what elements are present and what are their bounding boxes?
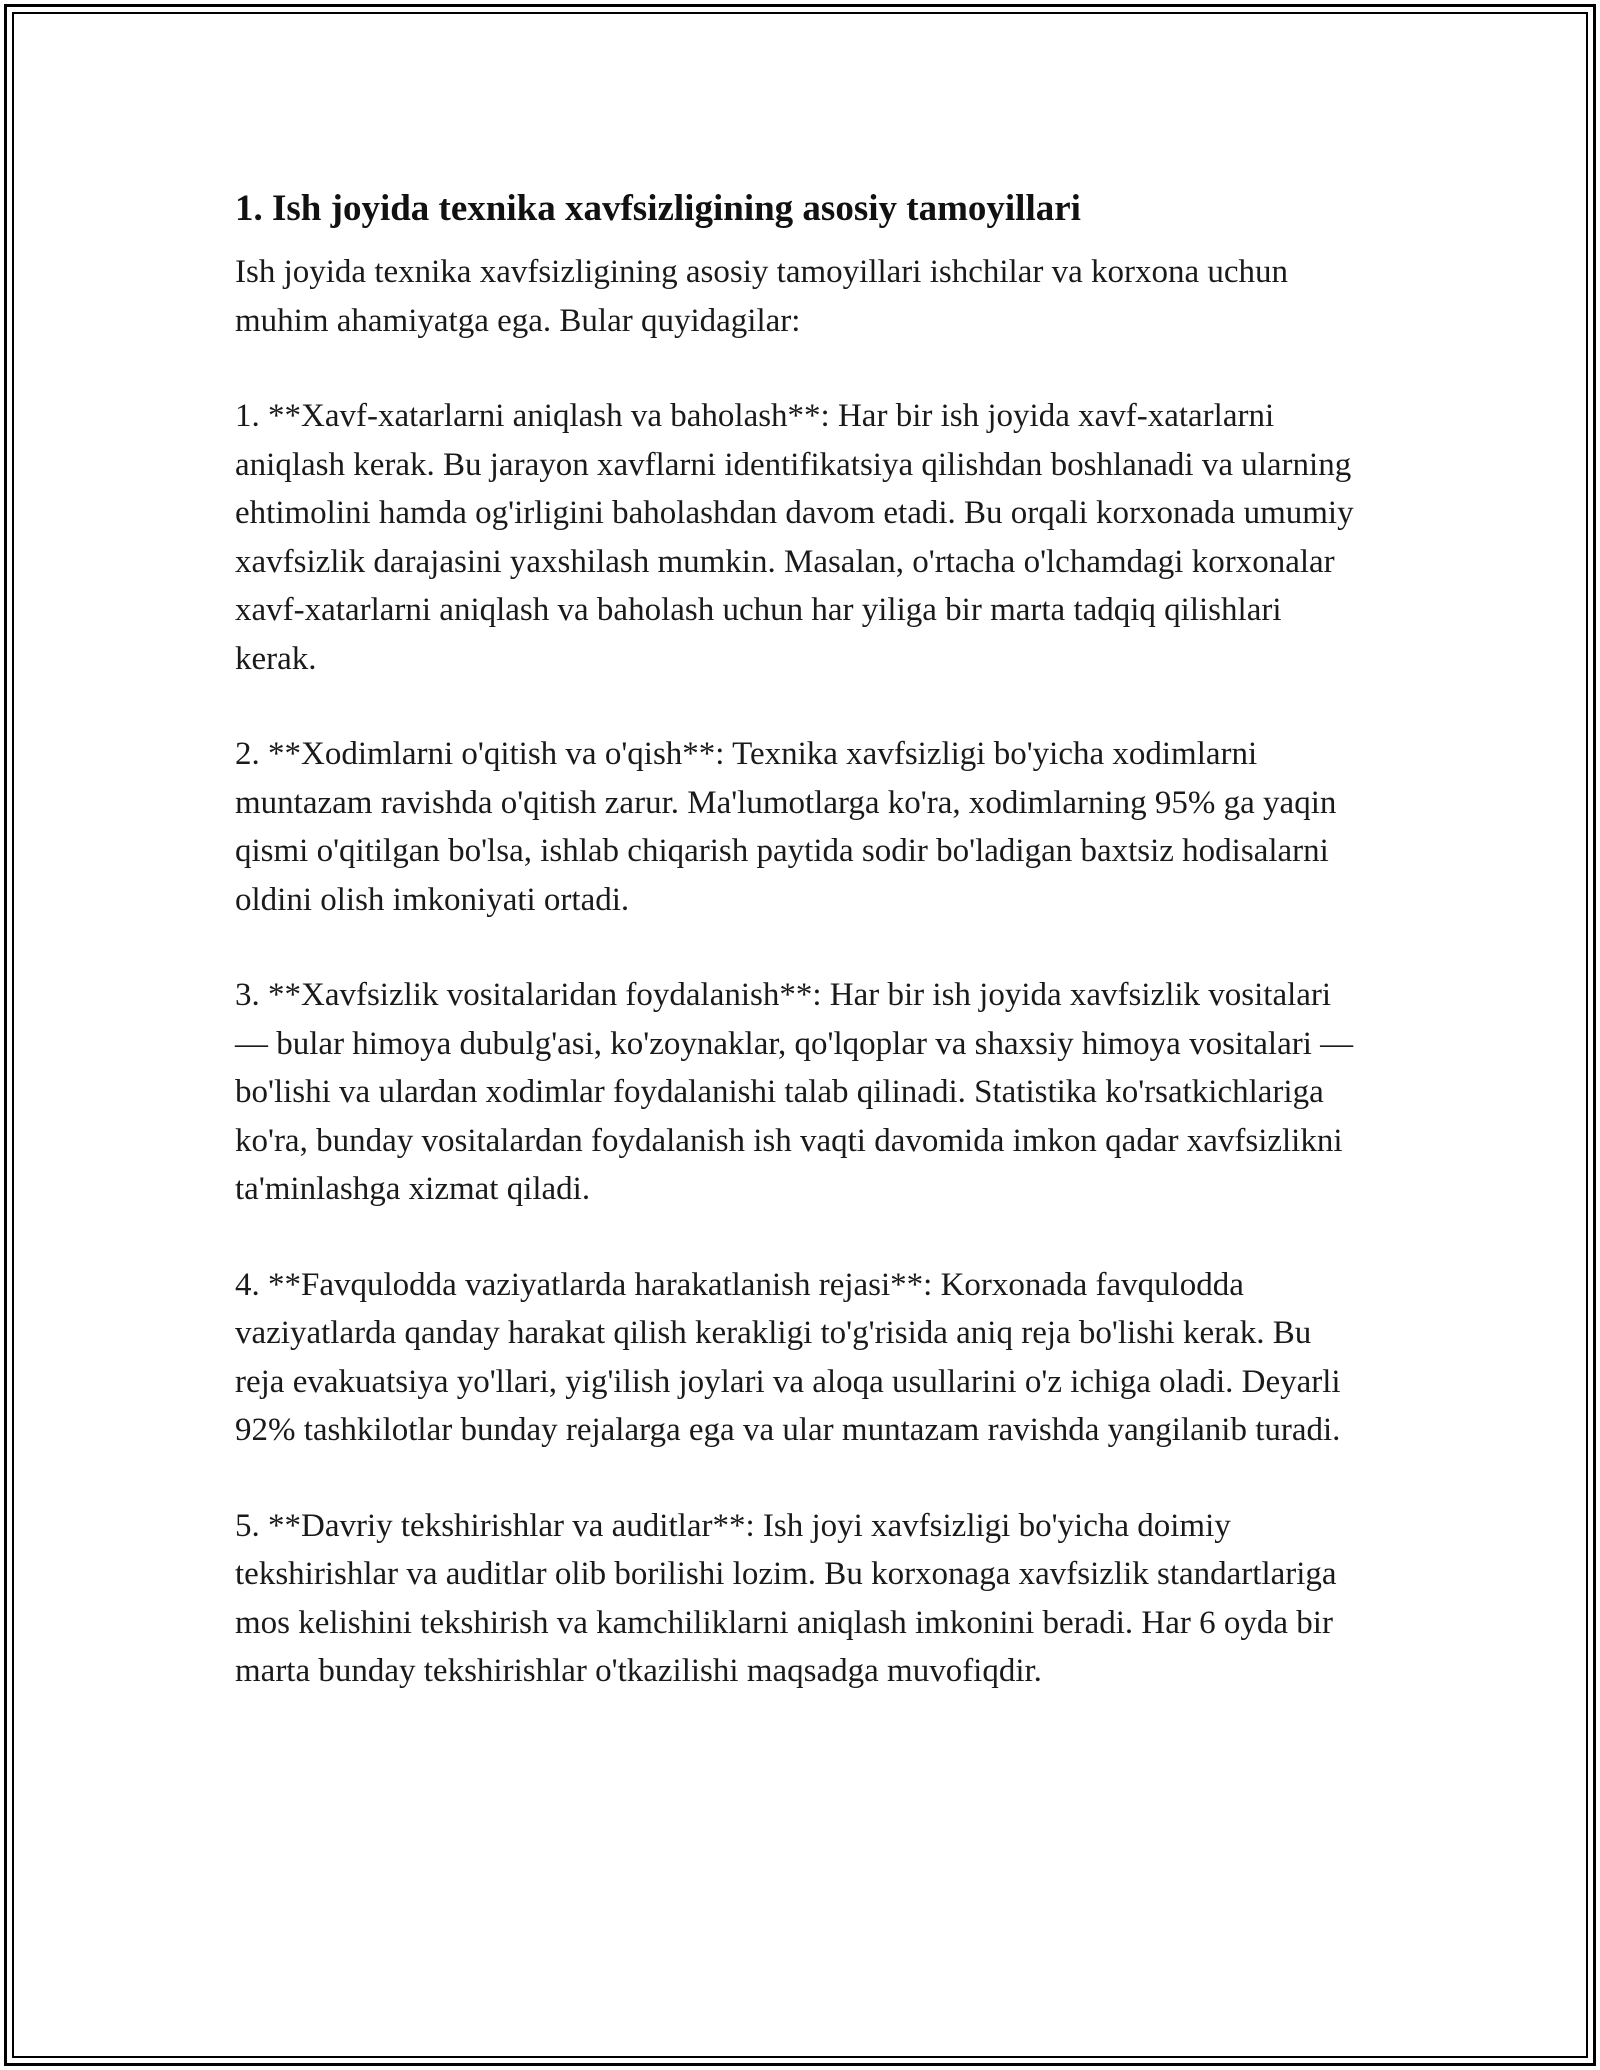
principle-1-paragraph: 1. **Xavf-xatarlarni aniqlash va baholash**: Har bir ish joyida xavf-xatarlarni aniqlash kerak. Bu jarayon xavflarni identifikatsiya qilishdan boshlanadi va ularning ehtimolini hamda og'irligini baholashdan davom etadi. Bu orqali korxonada umumiy xavfsizlik darajasini yaxshilash mumkin. Masalan, o'rtacha o'lchamdagi korxonalar xavf-xatarlarni aniqlash va baholash uchun har yiliga bir marta tadqiq qilishlari kerak. (235, 398, 1354, 677)
principle-4-paragraph: 4. **Favqulodda vaziyatlarda harakatlanish rejasi**: Korxonada favqulodda vaziyatlarda qanday harakat qilish kerakligi to'g'risida aniq reja bo'lishi kerak. Bu reja evakuatsiya yo'llari, yig'ilish joylari va aloqa usullarini o'z ichiga oladi. Deyarli 92% tashkilotlar bunday rejalarga ega va ular muntazam ravishda yangilanib turadi. (235, 1266, 1341, 1448)
principle-3-paragraph: 3. **Xavfsizlik vositalaridan foydalanish**: Har bir ish joyida xavfsizlik vositalari — bular himoya dubulg'asi, ko'zoynaklar, qo'lqoplar va shaxsiy himoya vositalari — bo'lishi va ulardan xodimlar foydalanishi talab qilinadi. Statistika ko'rsatkichlariga ko'ra, bunday vositalardan foydalanish ish vaqti davomida imkon qadar xavfsizlikni ta'minlashga xizmat qiladi. (235, 977, 1354, 1207)
document-title: 1. Ish joyida texnika xavfsizligining asosiy tamoyillari (235, 188, 1081, 229)
intro-paragraph: Ish joyida texnika xavfsizligining asosiy tamoyillari ishchilar va korxona uchun muhim ahamiyatga ega. Bular quyidagilar: (235, 254, 1289, 339)
principle-5-paragraph: 5. **Davriy tekshirishlar va auditlar**: Ish joyi xavfsizligi bo'yicha doimiy tekshirishlar va auditlar olib borilishi lozim. Bu korxonaga xavfsizlik standartlariga mos kelishini tekshirish va kamchiliklarni aniqlash imkonini beradi. Har 6 oyda bir marta bunday tekshirishlar o'tkazilishi maqsadga muvofiqdir. (235, 1507, 1337, 1689)
principle-2-paragraph: 2. **Xodimlarni o'qitish va o'qish**: Texnika xavfsizligi bo'yicha xodimlarni muntazam ravishda o'qitish zarur. Ma'lumotlarga ko'ra, xodimlarning 95% ga yaqin qismi o'qitilgan bo'lsa, ishlab chiqarish paytida sodir bo'ladigan baxtsiz hodisalarni oldini olish imkoniyati ortadi. (235, 736, 1337, 918)
document-body (235, 186, 1365, 1743)
